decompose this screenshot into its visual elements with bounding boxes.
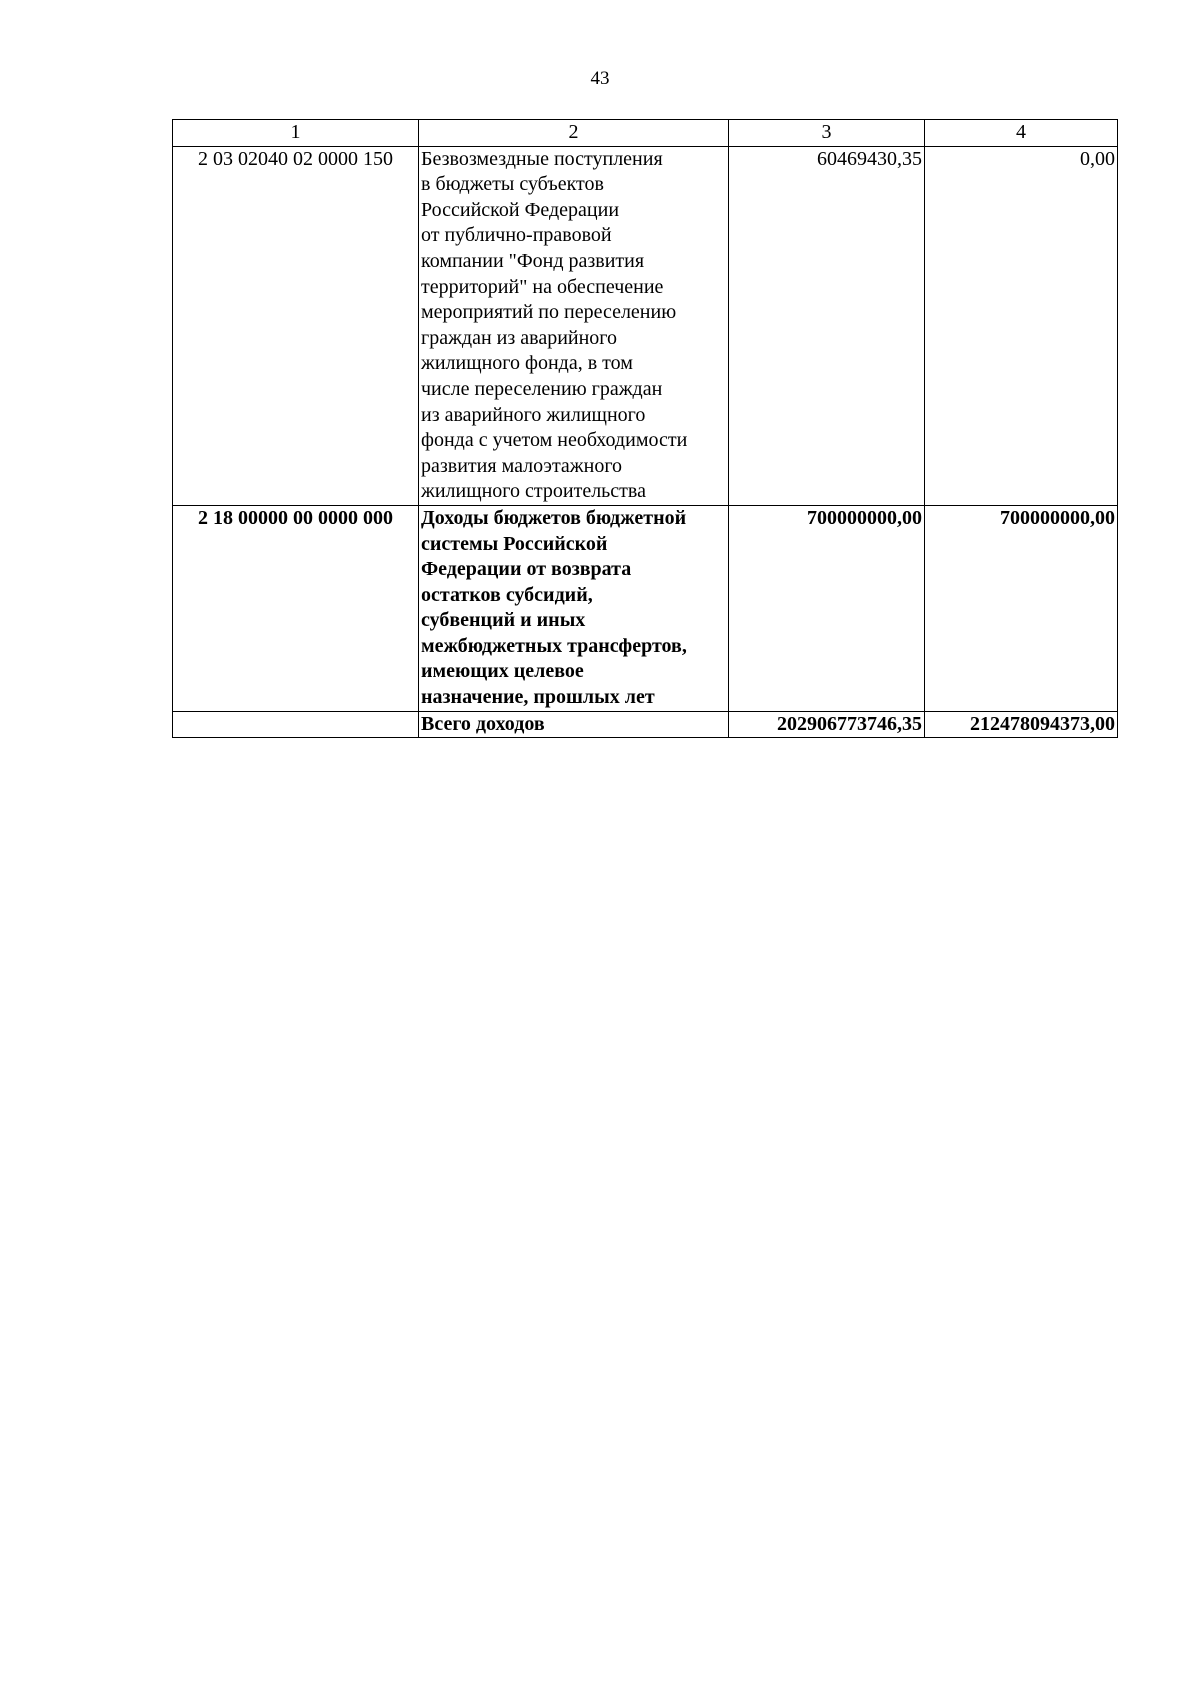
description-line: числе переселению граждан bbox=[421, 377, 663, 400]
description-line: остатков субсидий, bbox=[421, 583, 593, 606]
row-value-col3: 700000000,00 bbox=[729, 505, 925, 711]
total-label: Всего доходов bbox=[419, 711, 729, 738]
column-header-2: 2 bbox=[419, 120, 729, 147]
description-line: из аварийного жилищного bbox=[421, 403, 646, 426]
description-line: имеющих целевое bbox=[421, 660, 584, 683]
description-line: жилищного фонда, в том bbox=[421, 352, 633, 375]
column-header-3: 3 bbox=[729, 120, 925, 147]
row-value-col3: 60469430,35 bbox=[729, 146, 925, 505]
description-line: фонда с учетом необходимости bbox=[421, 429, 688, 452]
revenue-table bbox=[172, 119, 1118, 738]
row-code: 2 18 00000 00 0000 000 bbox=[173, 505, 419, 711]
description-line: компании "Фонд развития bbox=[421, 249, 645, 272]
description-line: системы Российской bbox=[421, 532, 608, 555]
row-value-col4: 700000000,00 bbox=[925, 505, 1118, 711]
description-line: территорий" на обеспечение bbox=[421, 275, 664, 298]
description-line: Безвозмездные поступления bbox=[421, 147, 663, 170]
page-number: 43 bbox=[590, 68, 610, 89]
table-header-row bbox=[173, 120, 1118, 147]
row-description bbox=[419, 146, 729, 505]
description-line: субвенций и иных bbox=[421, 609, 586, 632]
description-line: Доходы бюджетов бюджетной bbox=[421, 506, 687, 529]
description-line: Российской Федерации bbox=[421, 198, 620, 221]
description-line: мероприятий по переселению bbox=[421, 301, 677, 324]
row-value-col4: 0,00 bbox=[925, 146, 1118, 505]
description-line: в бюджеты субъектов bbox=[421, 173, 604, 196]
description-line: от публично-правовой bbox=[421, 224, 612, 247]
table-total-row bbox=[173, 711, 1118, 738]
row-code: 2 03 02040 02 0000 150 bbox=[173, 146, 419, 505]
description-line: граждан из аварийного bbox=[421, 326, 618, 349]
description-line: жилищного строительства bbox=[421, 480, 646, 503]
column-header-1: 1 bbox=[173, 120, 419, 147]
description-line: развития малоэтажного bbox=[421, 454, 623, 477]
total-value-col4: 212478094373,00 bbox=[925, 711, 1118, 738]
total-code bbox=[173, 711, 419, 738]
total-value-col3: 202906773746,35 bbox=[729, 711, 925, 738]
description-line: межбюджетных трансфертов, bbox=[421, 634, 687, 657]
row-description bbox=[419, 505, 729, 711]
table-row bbox=[173, 505, 1118, 711]
description-line: Федерации от возврата bbox=[421, 558, 632, 581]
column-header-4: 4 bbox=[925, 120, 1118, 147]
description-line: назначение, прошлых лет bbox=[421, 686, 655, 709]
table-row bbox=[173, 146, 1118, 505]
